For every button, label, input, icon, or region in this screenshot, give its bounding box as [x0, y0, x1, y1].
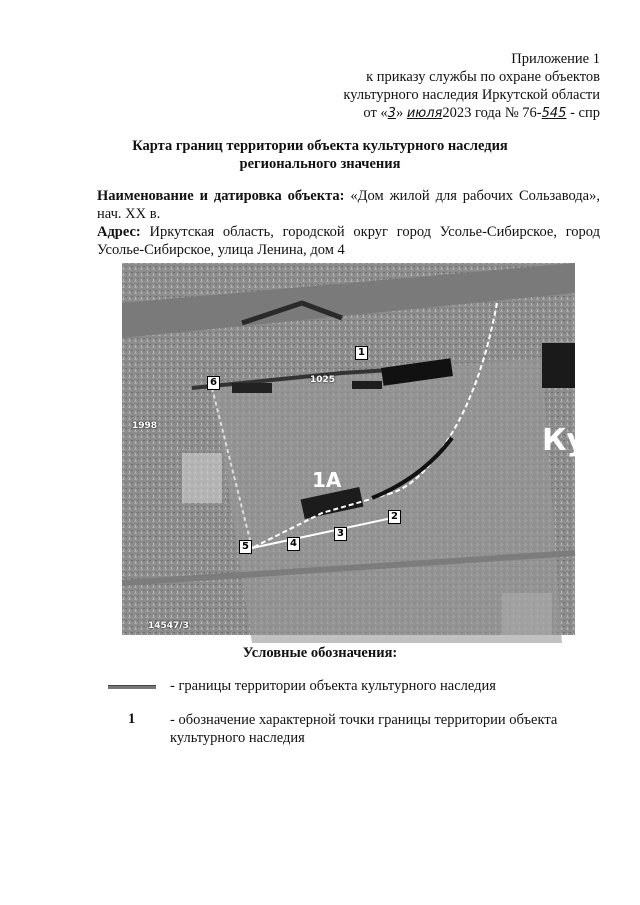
boundary-map [122, 263, 587, 635]
map-object-label: 1А [312, 468, 342, 492]
map-point-2: 2 [388, 510, 401, 524]
object-address-label: Адрес: [97, 224, 141, 240]
map-image [122, 263, 575, 635]
document-title [0, 137, 640, 173]
title-line-1: Карта границ территории объекта культурного наследия [132, 138, 508, 154]
appendix-line-3: культурного наследия Иркутской области [343, 87, 600, 103]
date-prefix: от « [363, 105, 388, 121]
appendix-line-2: к приказу службы по охране объектов [366, 69, 600, 85]
date-month: июля [406, 106, 443, 121]
object-address-value: Иркутская область, городской округ город Усолье-Сибирское, город Усолье-Сибирское, улица Ленина, дом 4 [97, 224, 600, 258]
map-point-3: 3 [334, 527, 347, 541]
date-year: 2023 года № 76- [442, 105, 542, 121]
map-point-1: 1 [355, 346, 368, 360]
order-number: 545 [541, 106, 567, 121]
map-point-4: 4 [287, 537, 300, 551]
object-name-value: «Дом жилой для рабочих Сользавода», нач. XX в. [97, 188, 600, 222]
object-address-paragraph [97, 223, 600, 259]
map-street-fragment: Ку [542, 423, 587, 458]
appendix-date-line [343, 104, 600, 123]
appendix-header [343, 50, 600, 123]
date-mid: » [395, 105, 407, 121]
legend-point-symbol: 1 [128, 711, 136, 727]
legend-point-text: - обозначение характерной точки границы территории объекта культурного наследия [170, 712, 558, 746]
object-name-paragraph [97, 187, 600, 223]
appendix-line-1: Приложение 1 [511, 51, 600, 67]
legend-boundary-text: - границы территории объекта культурного наследия [170, 678, 496, 694]
date-day: 3 [387, 106, 396, 121]
order-suffix: - спр [566, 105, 600, 121]
map-house-number-1025: 1025 [310, 375, 336, 385]
map-house-number-14547: 14547/3 [148, 621, 189, 631]
map-point-5: 5 [239, 540, 252, 554]
legend-title: Условные обозначения: [242, 645, 398, 661]
map-point-6: 6 [207, 376, 220, 390]
legend-boundary-line-symbol [108, 685, 156, 689]
title-line-2: регионального значения [239, 156, 401, 172]
map-house-number-1998: 1998 [132, 421, 158, 431]
object-name-label: Наименование и датировка объекта: [97, 188, 345, 204]
